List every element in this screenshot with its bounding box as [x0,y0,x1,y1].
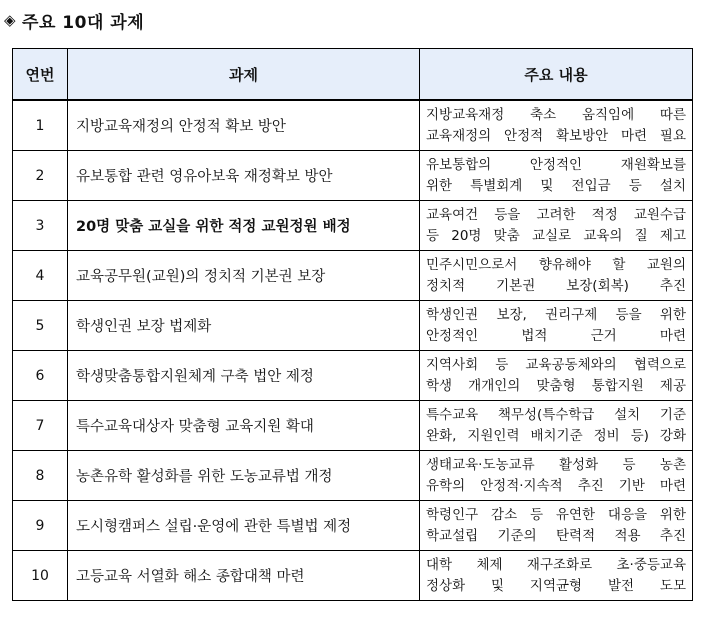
row-task: 학생맞춤통합지원체계 구축 법안 제정 [68,351,420,401]
row-content [420,251,693,301]
row-number: 4 [13,251,68,301]
row-task: 고등교육 서열화 해소 종합대책 마련 [68,551,420,601]
row-task: 학생인권 보장 법제화 [68,301,420,351]
section-title [4,7,144,33]
table-row [13,301,693,351]
row-task: 유보통합 관련 영유아보육 재정확보 방안 [68,151,420,201]
row-content-line: 교육재정의 안정적 확보방안 마련 필요 [426,127,686,144]
row-content-line: 교육여건 등을 고려한 적정 교원수급 [426,206,686,223]
row-content [420,501,693,551]
row-number: 7 [13,401,68,451]
row-content [420,401,693,451]
row-content [420,301,693,351]
row-content-line: 정치적 기본권 보장(회복) 추진 [426,277,686,294]
table-row [13,201,693,251]
row-number: 1 [13,100,68,151]
table-row [13,501,693,551]
header-task: 과제 [68,49,420,101]
row-content [420,201,693,251]
row-number: 8 [13,451,68,501]
table-row [13,100,693,151]
header-content: 주요 내용 [420,49,693,101]
row-task: 교육공무원(교원)의 정치적 기본권 보장 [68,251,420,301]
row-number: 6 [13,351,68,401]
row-content-line: 지역사회 등 교육공동체와의 협력으로 [426,356,686,373]
row-content-line: 학생인권 보장, 권리구제 등을 위한 [426,306,686,323]
row-number: 3 [13,201,68,251]
row-task: 특수교육대상자 맞춤형 교육지원 확대 [68,401,420,451]
tasks-table [12,48,693,601]
row-content-line: 위한 특별회계 및 전입금 등 설치 [426,177,686,194]
diamond-bullet-icon: ◈ [4,11,17,29]
row-number: 9 [13,501,68,551]
table-row [13,451,693,501]
row-content-line: 학령인구 감소 등 유연한 대응을 위한 [426,506,686,523]
row-number: 10 [13,551,68,601]
table-row [13,401,693,451]
row-content-line: 안정적인 법적 근거 마련 [426,327,686,344]
row-content-line: 완화, 지원인력 배치기준 정비 등) 강화 [426,427,686,444]
row-number: 5 [13,301,68,351]
row-content-line: 등 20명 맞춤 교실로 교육의 질 제고 [426,227,686,244]
row-content-line: 대학 체제 재구조화로 초·중등교육 [426,556,686,573]
row-task: 20명 맞춤 교실을 위한 적정 교원정원 배정 [68,201,420,251]
table-row [13,551,693,601]
row-content-line: 지방교육재정 축소 움직임에 따른 [426,106,686,123]
row-content-line: 학생 개개인의 맞춤형 통합지원 제공 [426,377,686,394]
row-content [420,351,693,401]
header-number: 연번 [13,49,68,101]
row-number: 2 [13,151,68,201]
row-content-line: 정상화 및 지역균형 발전 도모 [426,577,686,594]
table-row [13,251,693,301]
row-task: 도시형캠퍼스 설립·운영에 관한 특별법 제정 [68,501,420,551]
row-content-line: 민주시민으로서 향유해야 할 교원의 [426,256,686,273]
row-content [420,451,693,501]
row-content-line: 학교설립 기준의 탄력적 적용 추진 [426,527,686,544]
row-task: 농촌유학 활성화를 위한 도농교류법 개정 [68,451,420,501]
table-header-row [13,49,693,101]
row-content [420,551,693,601]
row-task: 지방교육재정의 안정적 확보 방안 [68,100,420,151]
row-content [420,151,693,201]
table-row [13,151,693,201]
section-title-text: 주요 10대 과제 [22,12,145,33]
row-content [420,100,693,151]
table-row [13,351,693,401]
row-content-line: 생태교육·도농교류 활성화 등 농촌 [426,456,686,473]
row-content-line: 유학의 안정적·지속적 추진 기반 마련 [426,477,686,494]
row-content-line: 유보통합의 안정적인 재원확보를 [426,156,686,173]
row-content-line: 특수교육 책무성(특수학급 설치 기준 [426,406,686,423]
